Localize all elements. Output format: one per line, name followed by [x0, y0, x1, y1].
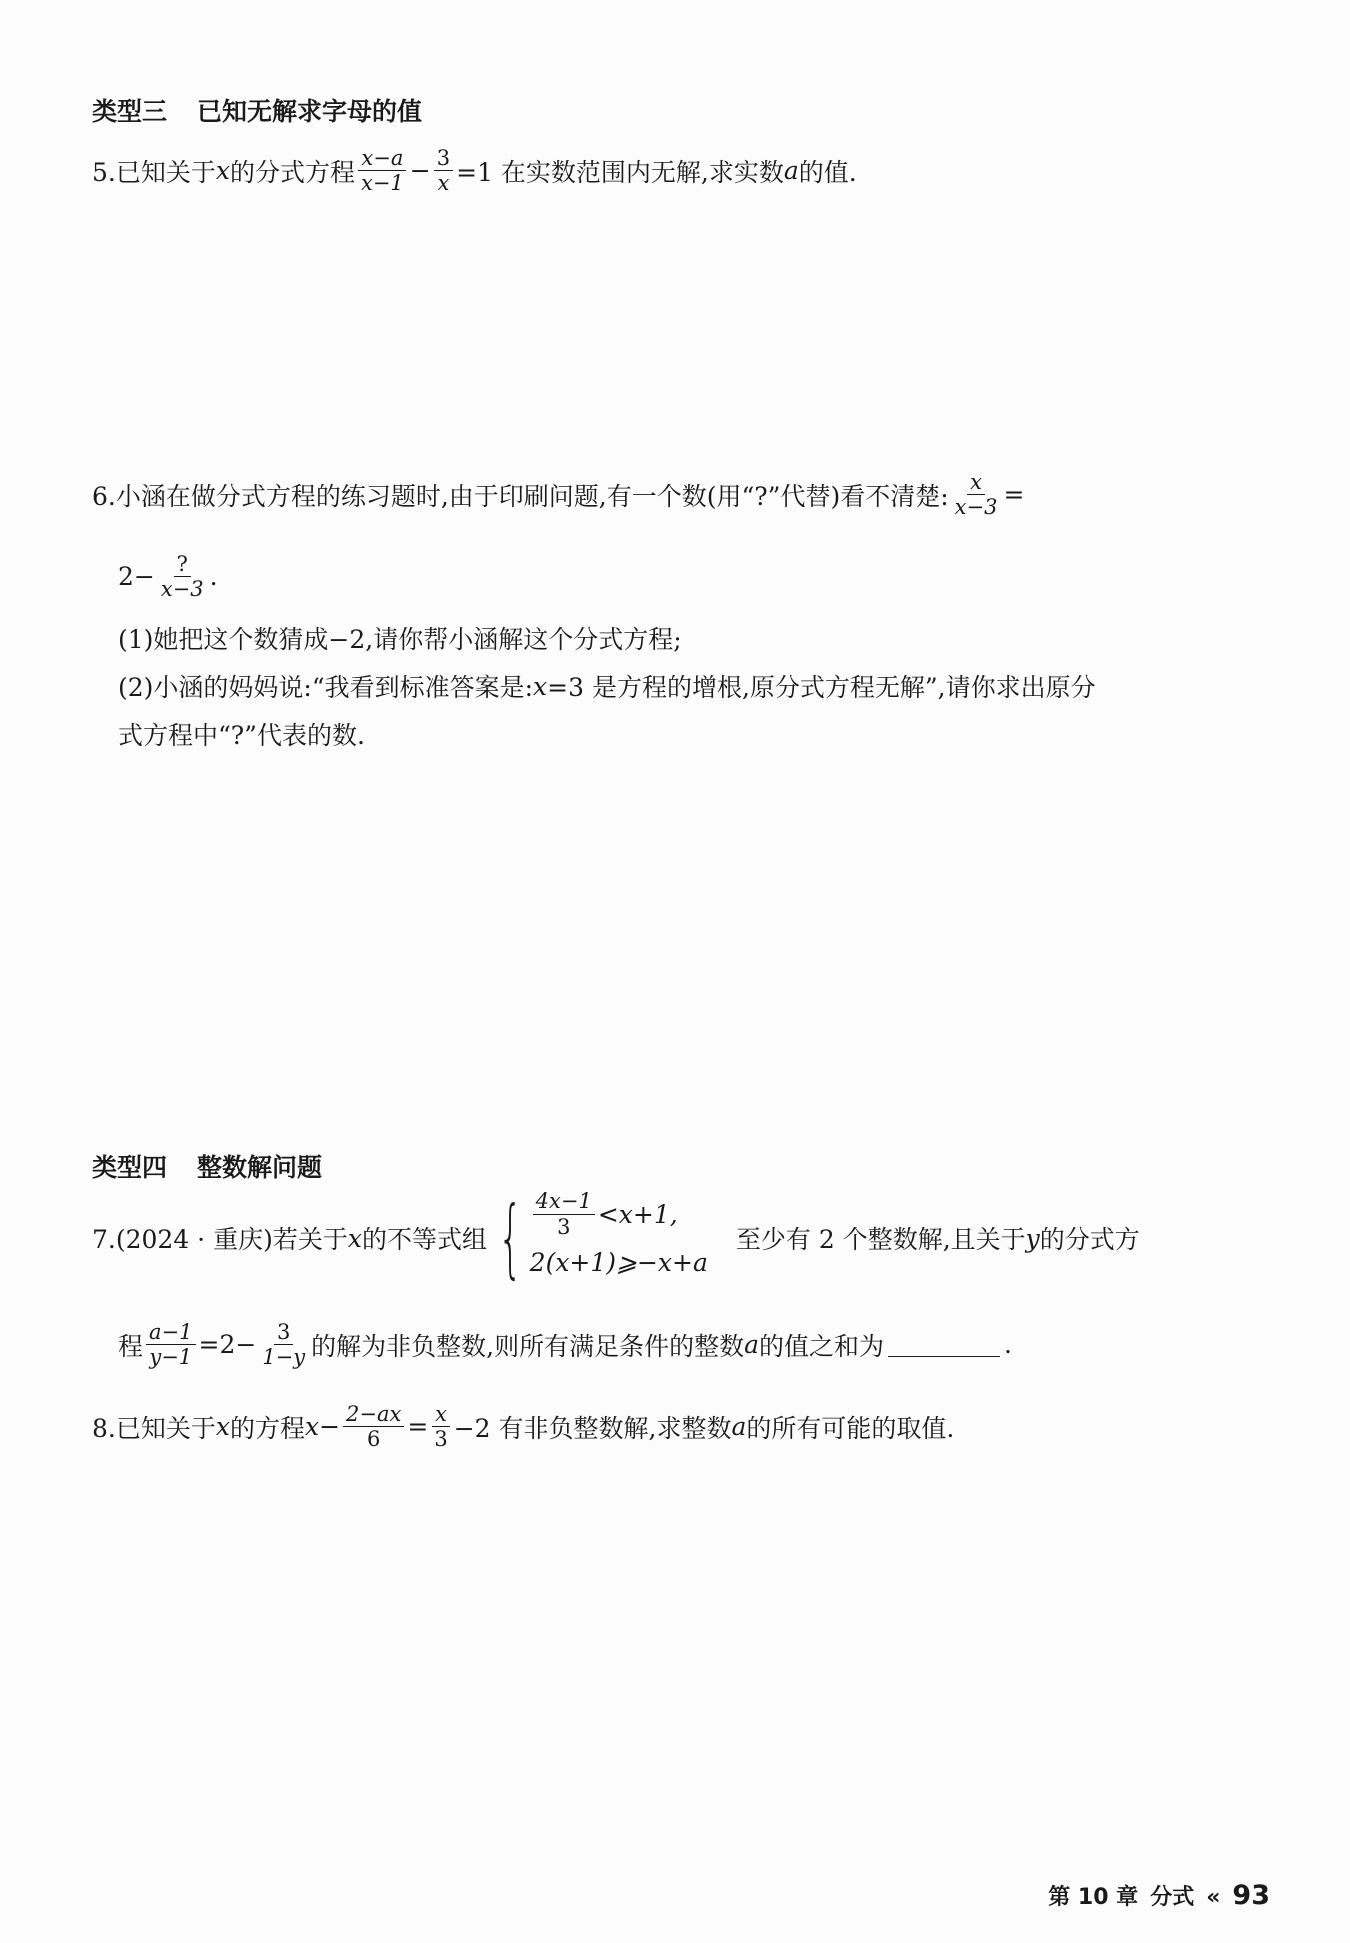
fraction	[431, 1402, 450, 1451]
var: y	[1025, 1223, 1040, 1253]
question-5	[92, 146, 857, 195]
inequality-2	[530, 1240, 708, 1284]
text: 的分式方程	[229, 157, 355, 187]
text: 2(x+1)⩾−x+a	[529, 1247, 708, 1277]
text: 至少有 2 个整数解,且关于	[735, 1225, 1026, 1254]
var: a	[783, 156, 799, 186]
text: 2−	[118, 562, 155, 592]
fraction	[343, 1402, 404, 1451]
text: =2−	[198, 1330, 257, 1360]
text: −	[409, 156, 431, 186]
fraction	[158, 552, 207, 601]
numerator: 3	[274, 1320, 293, 1345]
question-6-line1	[92, 470, 1024, 519]
var: x	[304, 1412, 320, 1442]
var: x	[215, 1412, 230, 1442]
var: a	[744, 1330, 759, 1360]
denominator: 3	[557, 1214, 571, 1239]
var: x	[533, 671, 548, 701]
inequality-1	[530, 1189, 708, 1239]
text: 的方程	[229, 1413, 305, 1443]
answer-blank[interactable]	[888, 1332, 1000, 1357]
chapter-title: 分式	[1150, 1885, 1195, 1910]
question-7-line2	[118, 1320, 1012, 1369]
denominator: 3	[434, 1427, 448, 1452]
text: 8.已知关于	[92, 1413, 216, 1443]
numerator: x−a	[358, 146, 406, 171]
text: 的所有可能的取值.	[746, 1413, 955, 1443]
section-title: 已知无解求字母的值	[197, 97, 423, 126]
question-6-line2	[118, 552, 218, 601]
text: 的值.	[798, 157, 857, 187]
text: 的分式方	[1039, 1225, 1140, 1254]
numerator: ?	[174, 552, 191, 577]
numerator: 3	[434, 146, 453, 171]
question-7-line1	[92, 1188, 1140, 1288]
text: 式方程中“?”代表的数.	[118, 721, 365, 750]
text: (2)小涵的妈妈说:“我看到标准答案是:	[118, 673, 534, 702]
numerator: x	[432, 1402, 450, 1427]
denominator: 6	[367, 1427, 381, 1452]
section-heading-type4	[92, 1148, 322, 1184]
numerator: a−1	[146, 1320, 195, 1345]
numerator: 2−ax	[343, 1402, 404, 1427]
section-heading-type3	[92, 92, 422, 128]
text: =	[407, 1412, 429, 1442]
double-chevron-left-icon: «	[1206, 1885, 1221, 1910]
fraction	[533, 1189, 595, 1238]
denominator: x	[437, 171, 450, 196]
section-title: 整数解问题	[197, 1153, 323, 1182]
question-6-part1	[118, 620, 682, 656]
denominator: x−3	[160, 577, 204, 602]
text: 的不等式组	[361, 1225, 487, 1254]
question-8	[92, 1402, 954, 1451]
text: 6.小涵在做分式方程的练习题时,由于印刷问题,有一个数(用“?”代替)看不清楚:	[92, 481, 949, 511]
section-label: 类型四	[92, 1153, 168, 1182]
brace: {	[498, 1188, 523, 1288]
chapter-label: 第 10 章	[1048, 1885, 1139, 1910]
numerator: 4x−1	[533, 1189, 595, 1214]
text: .	[1004, 1330, 1012, 1360]
fraction	[146, 1320, 195, 1369]
var: x	[347, 1223, 362, 1253]
text: −2 有非负整数解,求整数	[453, 1413, 732, 1443]
text: =3 是方程的增根,原分式方程无解”,请你求出原分	[547, 673, 1096, 702]
text: =	[1003, 480, 1025, 510]
text: (1)她把这个数猜成−2,请你帮小涵解这个分式方程;	[118, 625, 682, 654]
numerator: x	[967, 470, 985, 495]
text: <x+1,	[597, 1199, 678, 1229]
question-6-part2-cont	[118, 716, 365, 752]
question-6-part2	[118, 668, 1096, 704]
var: x	[215, 156, 230, 186]
text: 5.已知关于	[92, 157, 216, 187]
denominator: y−1	[149, 1345, 193, 1370]
text: =1 在实数范围内无解,求实数	[456, 157, 784, 187]
fraction	[358, 146, 407, 195]
var: a	[731, 1412, 747, 1442]
fraction	[259, 1320, 308, 1369]
inequality-system	[491, 1188, 708, 1288]
section-label: 类型三	[92, 97, 168, 126]
page-footer	[1048, 1880, 1270, 1911]
denominator: x−3	[954, 495, 998, 520]
denominator: x−1	[360, 171, 404, 196]
text: 7.(2024 · 重庆)若关于	[92, 1225, 348, 1254]
text: 的值之和为	[759, 1331, 885, 1361]
fraction	[434, 146, 453, 195]
text: .	[209, 562, 218, 592]
text: 程	[118, 1331, 144, 1361]
text: −	[319, 1412, 341, 1442]
text: 的解为非负整数,则所有满足条件的整数	[311, 1331, 745, 1361]
page-number: 93	[1232, 1880, 1270, 1911]
fraction	[952, 470, 1001, 519]
denominator: 1−y	[262, 1345, 306, 1370]
